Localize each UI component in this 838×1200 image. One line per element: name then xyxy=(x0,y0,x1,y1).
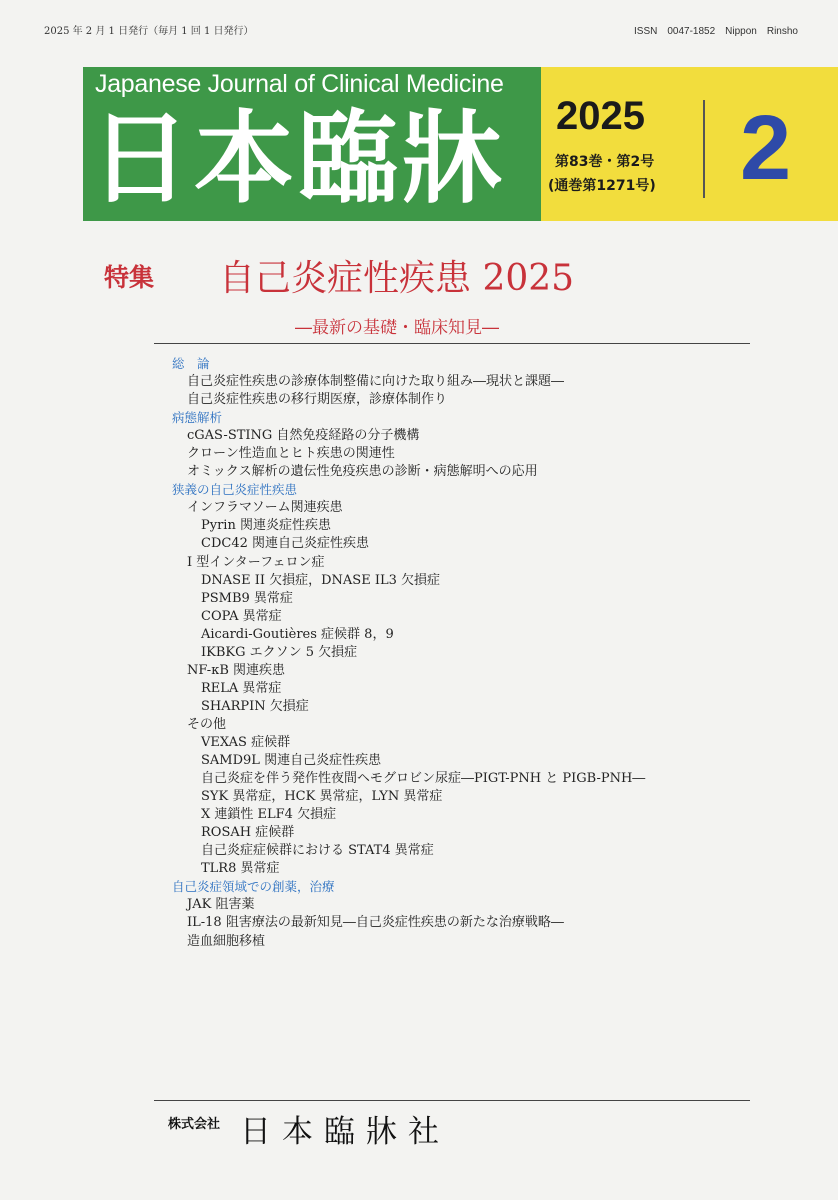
toc-section-heading: 病態解析 xyxy=(172,410,223,426)
toc-entry: cGAS-STING 自然免疫経路の分子機構 xyxy=(187,428,420,444)
toc-entry: IKBKG エクソン 5 欠損症 xyxy=(201,644,358,660)
toc-entry: 自己炎症性疾患の移行期医療，診療体制作り xyxy=(187,392,448,408)
toc-entry: COPA 異常症 xyxy=(201,608,282,624)
toc-entry: PSMB9 異常症 xyxy=(201,590,293,606)
masthead-divider xyxy=(703,100,705,198)
publisher-rule xyxy=(154,1100,750,1101)
toc-entry: インフラマソーム関連疾患 xyxy=(187,500,343,516)
publication-year: 2025 xyxy=(556,94,645,138)
feature-subtitle: ―最新の基礎・臨床知見― xyxy=(295,318,499,338)
toc-entry: Aicardi-Goutières 症候群 8，9 xyxy=(201,626,394,642)
toc-entry: I 型インターフェロン症 xyxy=(187,554,325,570)
publisher-name: 日本臨牀社 xyxy=(240,1114,450,1150)
journal-title-english: Japanese Journal of Clinical Medicine xyxy=(95,70,504,98)
toc-entry: 自己炎症症候群における STAT4 異常症 xyxy=(201,843,434,859)
publisher-label: 株式会社 xyxy=(168,1117,221,1132)
total-issue-number: (通巻第1271号) xyxy=(548,178,656,194)
toc-entry: その他 xyxy=(187,716,227,732)
toc-section-heading: 狭義の自己炎症性疾患 xyxy=(172,482,298,498)
toc-entry: オミックス解析の遺伝性免疫疾患の診断・病態解明への応用 xyxy=(187,464,538,480)
journal-title-japanese: 日本臨牀 xyxy=(90,100,506,217)
feature-title: 自己炎症性疾患 2025 xyxy=(219,258,575,299)
toc-entry: SYK 異常症，HCK 異常症，LYN 異常症 xyxy=(201,789,443,805)
toc-entry: CDC42 関連自己炎症性疾患 xyxy=(201,536,369,552)
toc-entry: 造血細胞移植 xyxy=(187,933,266,949)
toc-entry: VEXAS 症候群 xyxy=(201,734,291,750)
issue-number: 2 xyxy=(740,97,792,199)
toc-entry: RELA 異常症 xyxy=(201,680,282,696)
toc-entry: NF-κB 関連疾患 xyxy=(187,662,286,678)
toc-top-rule xyxy=(154,343,750,344)
toc-section-heading: 自己炎症領域での創薬，治療 xyxy=(172,879,335,895)
table-of-contents xyxy=(172,355,792,951)
toc-section-heading: 総 論 xyxy=(172,356,210,371)
toc-entry: Pyrin 関連炎症性疾患 xyxy=(201,518,331,534)
toc-entry: JAK 阻害薬 xyxy=(187,897,255,913)
masthead-yellow-block xyxy=(541,67,838,221)
toc-entry: IL-18 阻害療法の最新知見―自己炎症性疾患の新たな治療戦略― xyxy=(187,915,564,931)
toc-entry: DNASE II 欠損症，DNASE IL3 欠損症 xyxy=(201,572,441,588)
volume-number: 第83巻・第2号 xyxy=(555,154,655,170)
toc-entry: X 連鎖性 ELF4 欠損症 xyxy=(201,807,337,823)
feature-label: 特集 xyxy=(104,263,155,292)
toc-entry: クローン性造血とヒト疾患の関連性 xyxy=(187,446,395,462)
issn-line: ISSN 0047-1852 Nippon Rinsho xyxy=(634,26,798,37)
toc-entry: 自己炎症性疾患の診療体制整備に向けた取り組み―現状と課題― xyxy=(187,374,565,390)
issue-date: 2025 年 2 月 1 日発行（毎月 1 回 1 日発行） xyxy=(44,26,254,37)
toc-entry: 自己炎症を伴う発作性夜間ヘモグロビン尿症―PIGT-PNH と PIGB-PNH― xyxy=(201,771,646,787)
toc-entry: ROSAH 症候群 xyxy=(201,825,295,841)
toc-entry: SAMD9L 関連自己炎症性疾患 xyxy=(201,753,382,769)
toc-entry: SHARPIN 欠損症 xyxy=(201,698,309,714)
toc-entry: TLR8 異常症 xyxy=(201,861,280,877)
